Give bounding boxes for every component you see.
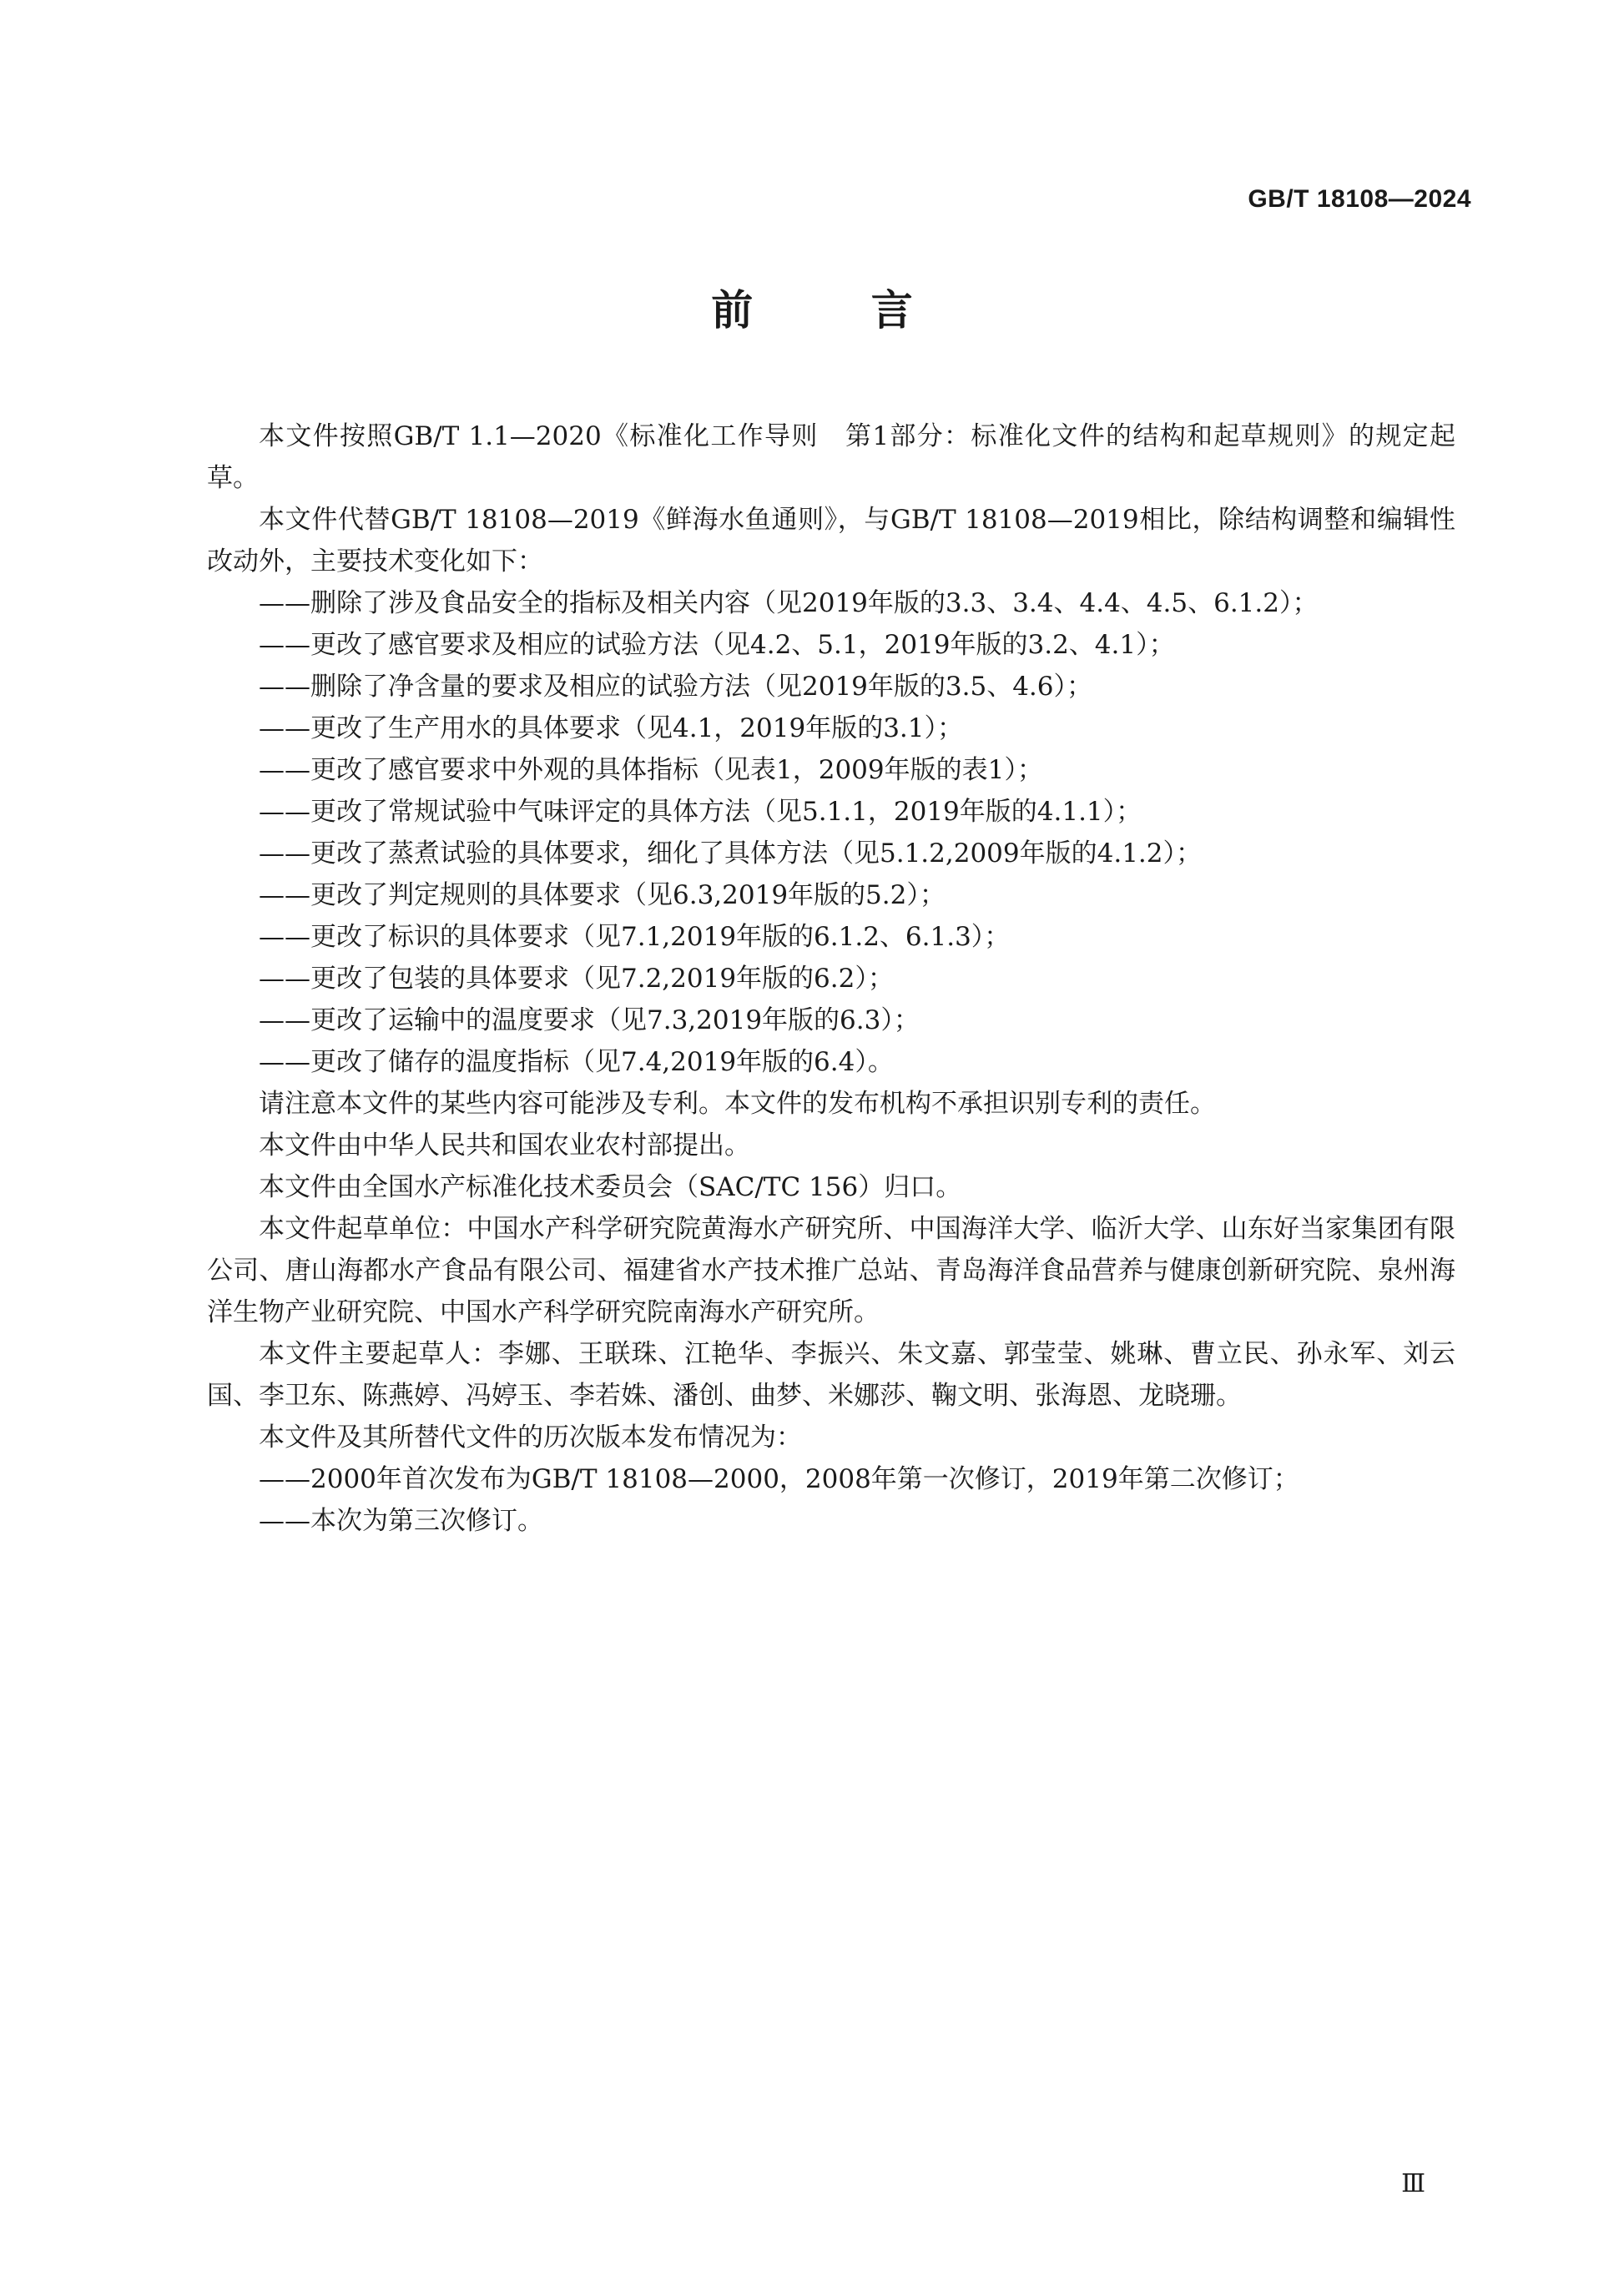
paragraph-drafting-units: 本文件起草单位：中国水产科学研究院黄海水产研究所、中国海洋大学、临沂大学、山东好当家集团有限公司、唐山海都水产食品有限公司、福建省水产技术推广总站、青岛海洋食品营养与健康创新研究院、泉州海洋生物产业研究院、中国水产科学研究院南海水产研究所。 — [207, 1214, 1455, 1327]
change-item: ——更改了蒸煮试验的具体要求，细化了具体方法（见5.1.2,2009年版的4.1.2）； — [259, 838, 1202, 869]
change-item: ——更改了包装的具体要求（见7.2,2019年版的6.2）； — [259, 964, 894, 994]
foreword-body — [207, 415, 1455, 1542]
paragraph-patent-notice: 请注意本文件的某些内容可能涉及专利。本文件的发布机构不承担识别专利的责任。 — [259, 1089, 1216, 1119]
change-item: ——更改了生产用水的具体要求（见4.1，2019年版的3.1）； — [259, 713, 963, 743]
change-item: ——删除了涉及食品安全的指标及相关内容（见2019年版的3.3、3.4、4.4、4.5、6.1.2）； — [259, 588, 1319, 618]
paragraph-drafting-rules: 本文件按照GB/T 1.1—2020《标准化工作导则 第1部分：标准化文件的结构和起草规则》的规定起草。 — [207, 421, 1455, 493]
change-item: ——更改了判定规则的具体要求（见6.3,2019年版的5.2）； — [259, 880, 946, 910]
history-item: ——2000年首次发布为GB/T 18108—2000，2008年第一次修订，2019年第二次修订； — [259, 1464, 1299, 1494]
paragraph-proposer: 本文件由中华人民共和国农业农村部提出。 — [259, 1130, 750, 1161]
change-item: ——更改了感官要求中外观的具体指标（见表1，2009年版的表1）； — [259, 755, 1043, 785]
page-number: Ⅲ — [1401, 2169, 1425, 2198]
change-item: ——更改了常规试验中气味评定的具体方法（见5.1.1，2019年版的4.1.1）； — [259, 797, 1142, 827]
history-item: ——本次为第三次修订。 — [259, 1506, 543, 1536]
change-item: ——删除了净含量的要求及相应的试验方法（见2019年版的3.5、4.6）； — [259, 672, 1092, 702]
change-item: ——更改了储存的温度指标（见7.4,2019年版的6.4）。 — [259, 1047, 894, 1077]
paragraph-drafters: 本文件主要起草人：李娜、王联珠、江艳华、李振兴、朱文嘉、郭莹莹、姚琳、曹立民、孙永军、刘云国、李卫东、陈燕婷、冯婷玉、李若姝、潘创、曲梦、米娜莎、鞠文明、张海恩、龙晓珊。 — [207, 1339, 1455, 1411]
paragraph-replacement: 本文件代替GB/T 18108—2019《鲜海水鱼通则》，与GB/T 18108—2019相比，除结构调整和编辑性改动外，主要技术变化如下： — [207, 505, 1455, 577]
change-item: ——更改了运输中的温度要求（见7.3,2019年版的6.3）； — [259, 1005, 920, 1035]
change-item: ——更改了感官要求及相应的试验方法（见4.2、5.1，2019年版的3.2、4.1）； — [259, 630, 1175, 660]
page-title: 前 言 — [711, 286, 965, 335]
standard-code: GB/T 18108—2024 — [1248, 185, 1471, 213]
paragraph-history-intro: 本文件及其所替代文件的历次版本发布情况为： — [259, 1422, 802, 1453]
change-item: ——更改了标识的具体要求（见7.1,2019年版的6.1.2、6.1.3）； — [259, 922, 1011, 952]
paragraph-committee: 本文件由全国水产标准化技术委员会（SAC/TC 156）归口。 — [259, 1172, 962, 1202]
